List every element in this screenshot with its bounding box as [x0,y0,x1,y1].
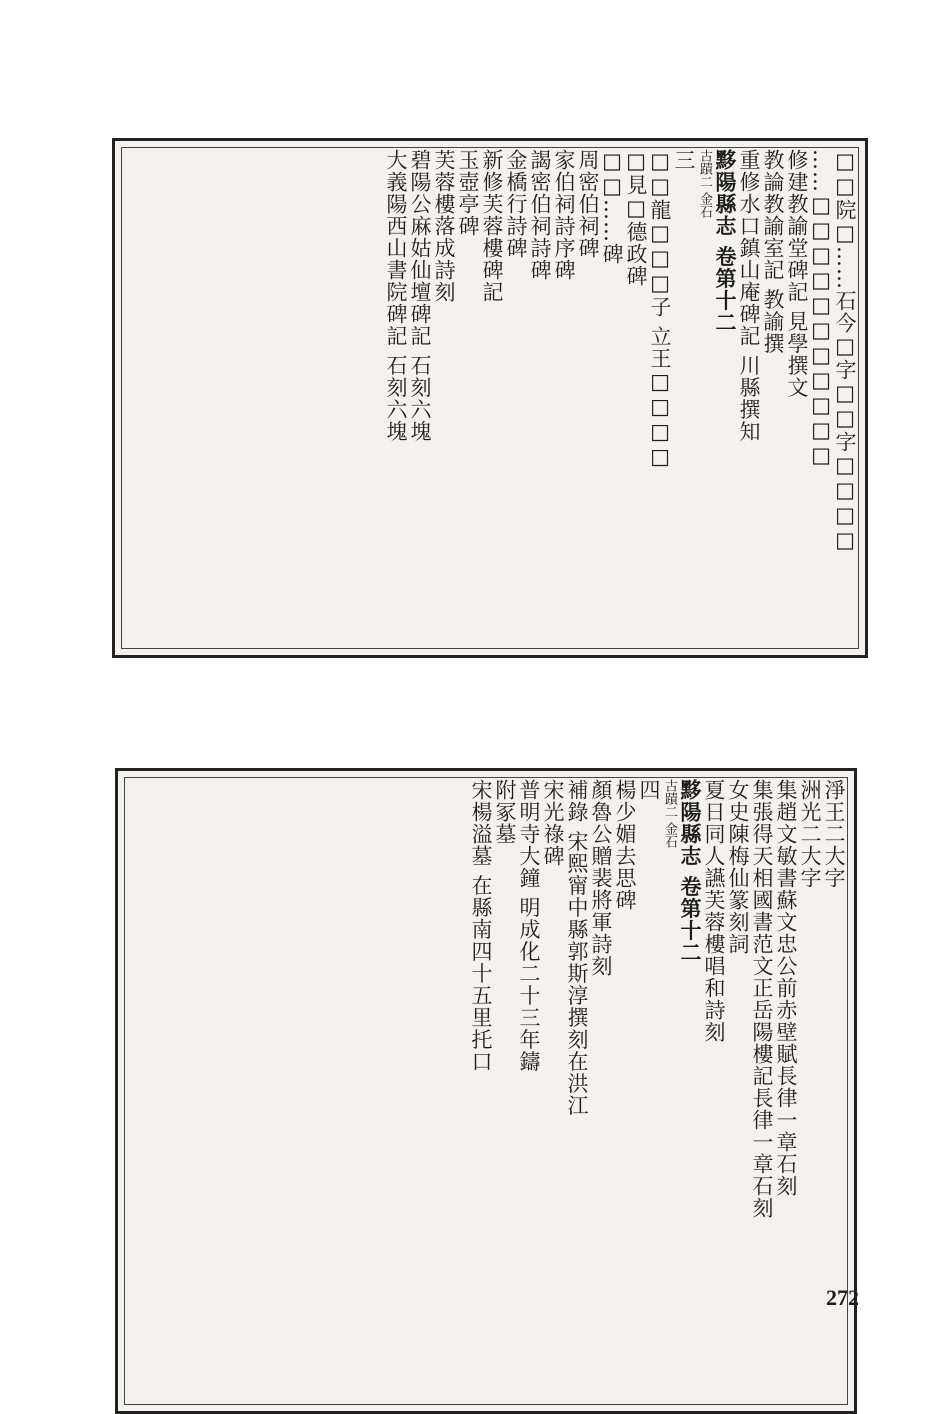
lower-page-columns [471,779,844,1403]
text-column: 重修水口鎮山庵碑記 川縣撰知 [737,149,761,443]
text-column: 碧陽公麻姑仙壇碑記 石刻六塊 [408,149,432,443]
text-column: 洲光二大字 [798,779,822,889]
running-head: 黟陽縣志 卷第十二 [678,779,703,964]
upper-page-columns [386,149,855,647]
folio: 四 [637,779,661,801]
text-column: 補錄 宋熙甯中縣郭斯淳撰刻在洪江 [565,779,589,1117]
text-column: □□……碑 [600,149,624,265]
text-column: ……□□□□□□□□□□□ [809,149,833,468]
text-column: 周密伯祠碑 [576,149,600,259]
text-column: 金橋行詩碑 [504,149,528,259]
text-column: 夏日同人讌芙蓉樓唱和詩刻 [702,779,726,1043]
text-column: 楊少媚去思碑 [613,779,637,911]
text-column: 大義陽西山書院碑記 石刻六塊 [384,149,408,443]
text-column: 女史陳梅仙篆刻詞 [726,779,750,955]
text-column: 新修芙蓉樓碑記 [480,149,504,303]
text-column: 玉壺亭碑 [456,149,480,237]
text-column: 修建教諭堂碑記 見學撰文 [785,149,809,399]
text-column: 宋光祿碑 [541,779,565,867]
running-head: 黟陽縣志 卷第十二 [713,149,738,334]
folio: 三 [672,149,696,171]
page-number: 272 [826,1285,859,1310]
text-column: 宋楊溢墓 在縣南四十五里托口 [469,779,493,1073]
text-column: 集張得天相國書范文正岳陽樓記長律一章石刻 [750,779,774,1219]
upper-page-panel [112,138,868,658]
lower-page-panel [115,768,857,1414]
text-column: 集趙文敏書蘇文忠公前赤壁賦長律一章石刻 [774,779,798,1197]
text-column: □□龍□□□子 立王□□□□ [648,149,672,470]
text-column: □見□德政碑 [624,149,648,287]
text-column: 顏魯公贈裴將軍詩刻 [589,779,613,977]
sub-head: 古蹟二 金石 [697,149,712,219]
text-column: 芙蓉樓落成詩刻 [432,149,456,303]
text-column: 謁密伯祠詩碑 [528,149,552,281]
text-column: 家伯祠詩序碑 [552,149,576,281]
text-column: 教論教諭室記 教諭撰 [761,149,785,355]
text-column: □□院□……石今□字□□字□□□□ [833,149,857,553]
sub-head: 古蹟二 金石 [662,779,677,849]
text-column: 普明寺大鐘 明成化二十三年鑄 [517,779,541,1073]
text-column: 淨王二大字 [822,779,846,889]
text-column: 附冢墓 [493,779,517,845]
